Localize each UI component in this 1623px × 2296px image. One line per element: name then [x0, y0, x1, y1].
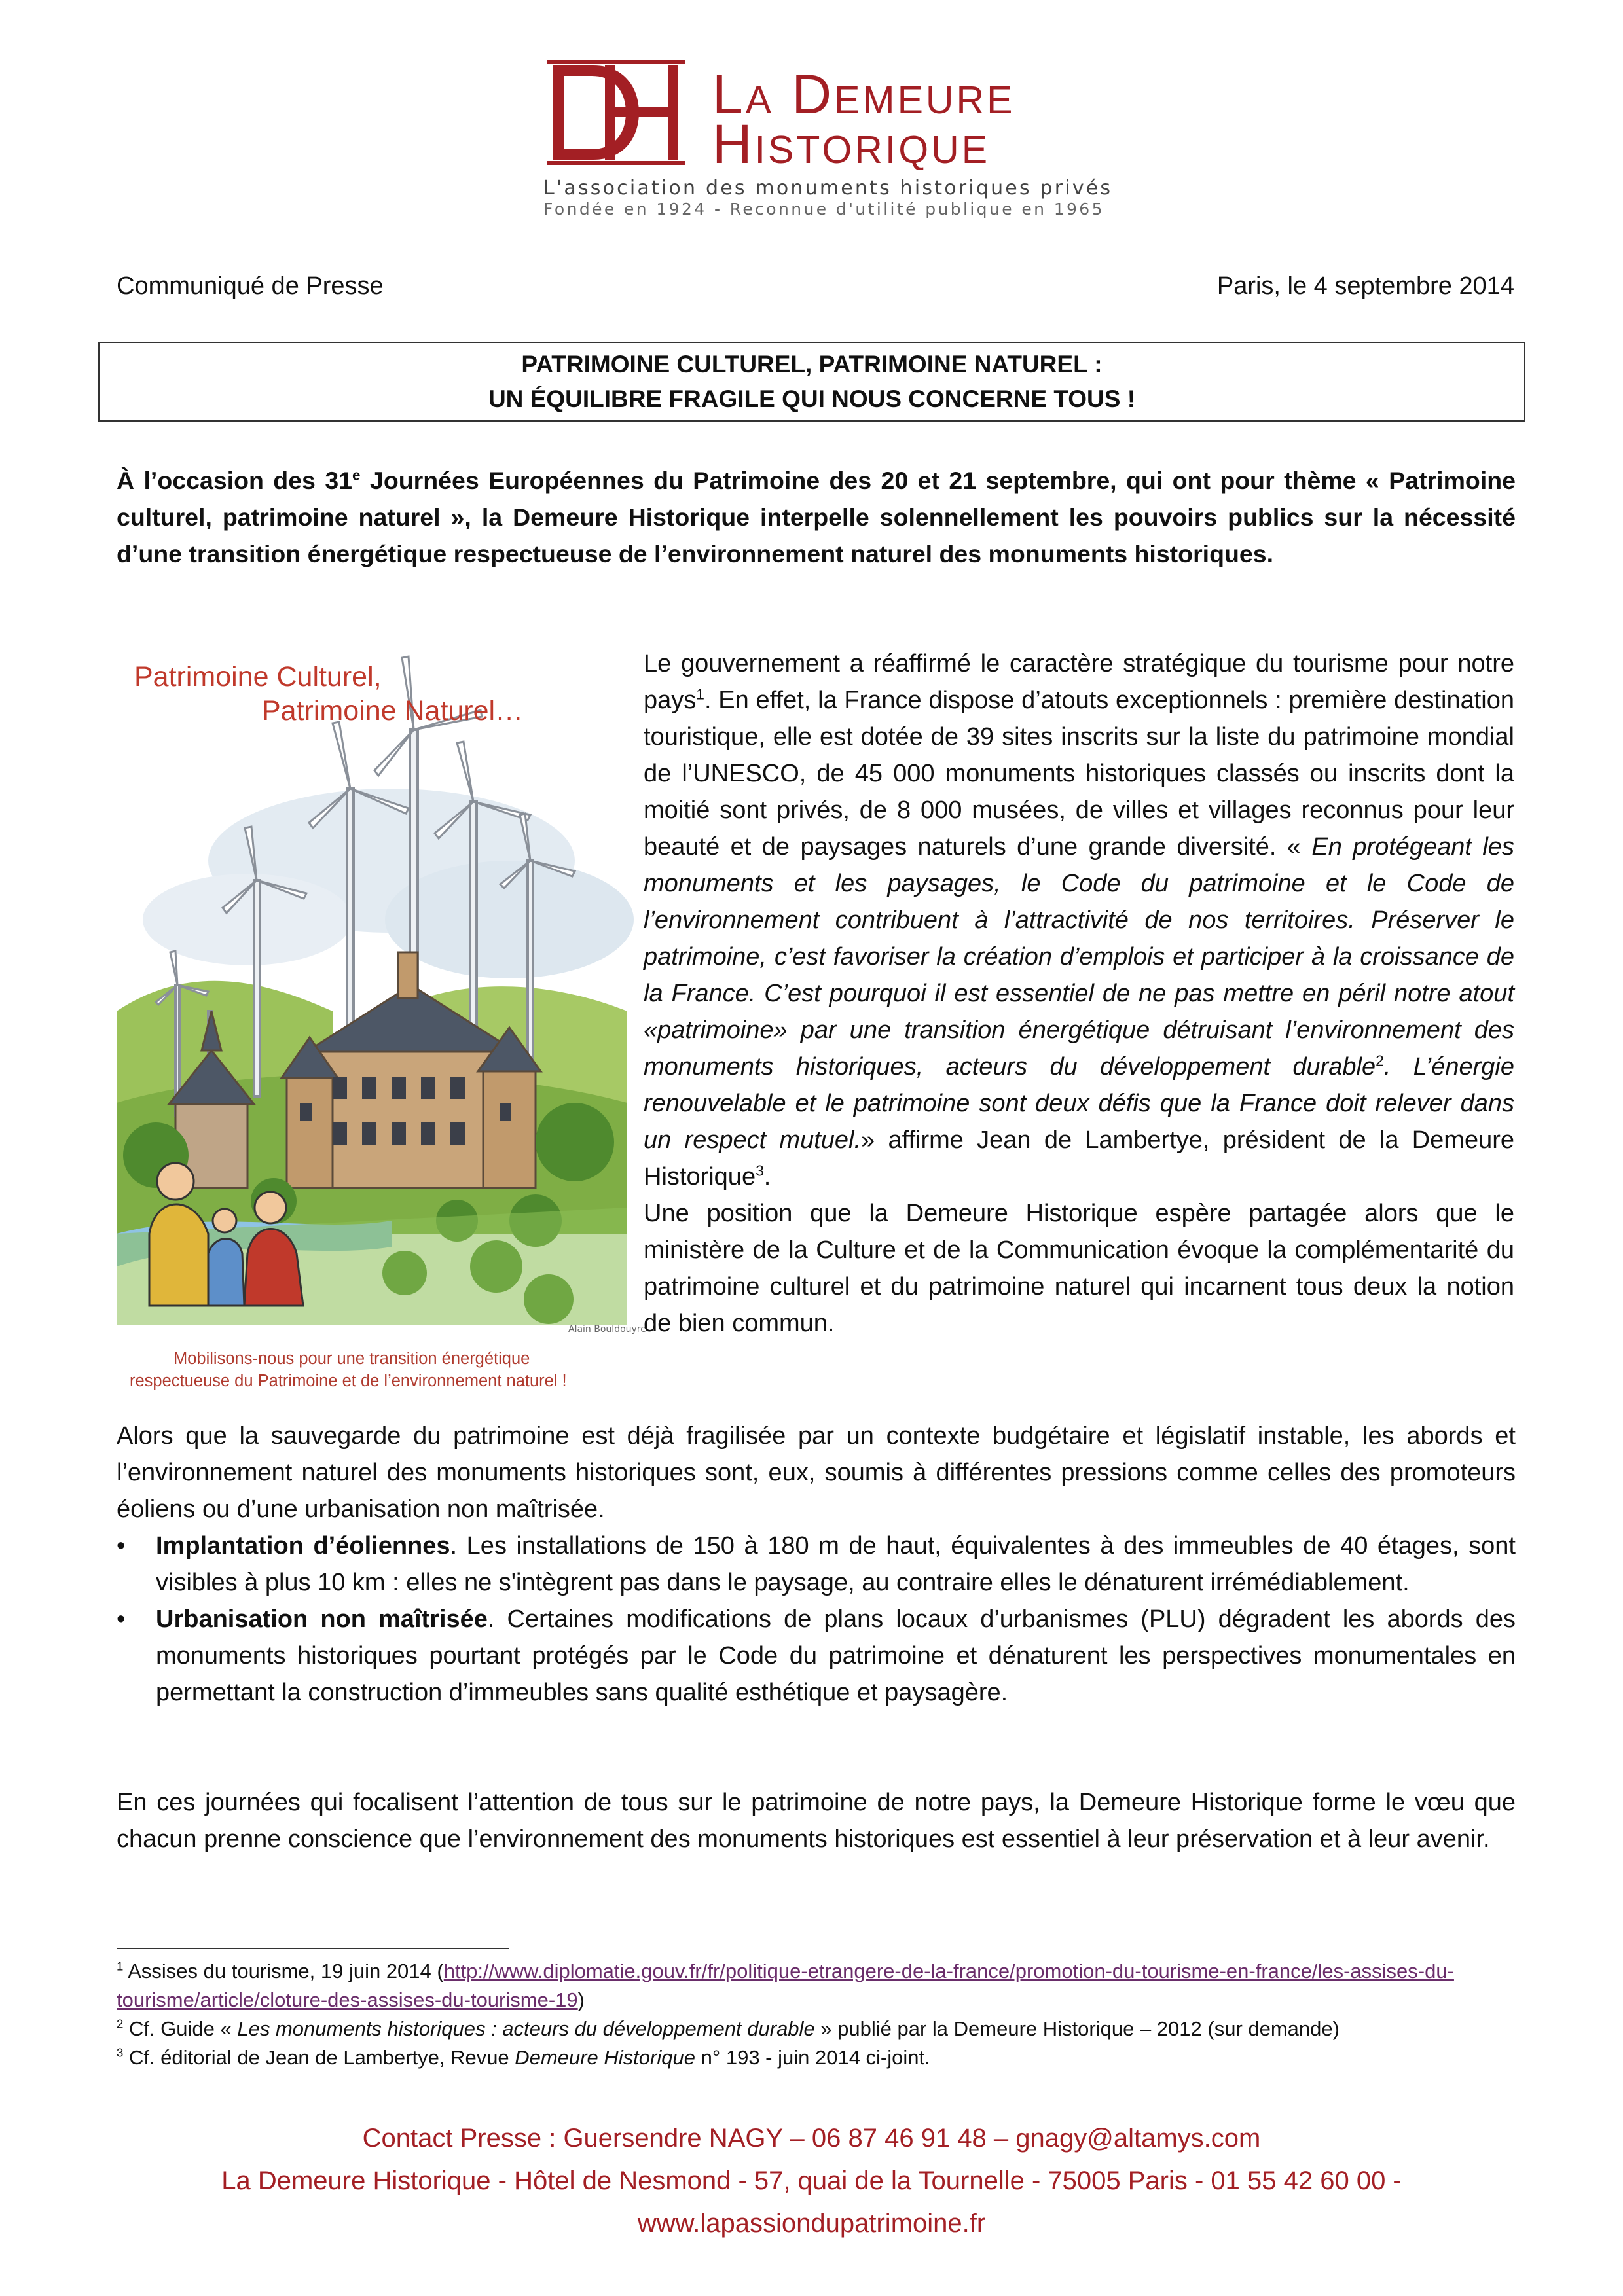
column-text: . [763, 1163, 771, 1191]
footnote-text: ) [577, 1988, 585, 2011]
column-paragraph-1 [644, 645, 1514, 1195]
press-contact: Contact Presse : Guersendre NAGY – 06 87 46 91 48 – gnagy@altamys.com [362, 2124, 1261, 2153]
column-text: Le gouvernement a réaffirmé le caractère stratégique du tourisme pour notre pays [644, 650, 1514, 714]
intro-paragraph [117, 462, 1516, 572]
document-type: Communiqué de Presse [117, 272, 384, 300]
intro-superscript: e [352, 467, 361, 484]
subtagline: Fondée en 1924 - Reconnue d'utilité publique en 1965 [543, 200, 1104, 219]
document-date: Paris, le 4 septembre 2014 [1216, 272, 1514, 300]
right-column-text [644, 645, 1514, 1342]
title-box [98, 342, 1525, 422]
organization-address: La Demeure Historique - Hôtel de Nesmond - 57, quai de la Tournelle - 75005 Paris - 01 55 42 60 00 - [221, 2166, 1402, 2195]
intro-text-2: Journées Européennes du Patrimoine des 20 et 21 septembre, qui ont pour thème « Patrimoine culturel, patrimoine naturel », la Demeure Historique interpelle solennellement les pouvoirs publics sur la nécessité d’une transition énergétique respectueuse de l’environnement naturel des monuments historiques. [117, 467, 1516, 567]
footnote-3 [117, 2043, 1516, 2072]
footnote-ref-3: 3 [756, 1162, 764, 1179]
title-line2: UN ÉQUILIBRE FRAGILE QUI NOUS CONCERNE TOUS ! [488, 386, 1136, 412]
column-text: » affirme Jean de Lambertye, président de la Demeure Historique [644, 1126, 1515, 1191]
footnote-number: 3 [117, 2045, 124, 2060]
body-paragraph-3: En ces journées qui focalisent l’attention de tous sur le patrimoine de notre pays, la Demeure Historique forme le vœu que chacun prenne conscience que l’environnement des monuments historiques est essentiel à leur préservation et à leur avenir. [117, 1789, 1516, 1853]
president-quote: . L’énergie renouvelable et le patrimoine sont deux défis que la France doit relever dans un respect mutuel. [644, 1053, 1514, 1154]
dh-monogram-logo [547, 60, 685, 165]
bullet-text: . Les installations de 150 à 180 m de haut, équivalentes à des immeubles de 40 étages, sont visibles à plus 10 km : elles ne s'intègrent pas dans le paysage, au contraire elles le dénaturent irrémédiablement. [156, 1532, 1516, 1596]
bullet-text: . Certaines modifications de plans locaux d’urbanismes (PLU) dégradent les abords des monuments historiques pourtant protégés par le Code du patrimoine et dénaturent les perspectives monumentales en permettant la construction d’immeubles sans qualité esthétique et paysagère. [156, 1605, 1516, 1706]
tagline: L'association des monuments historiques privés [543, 177, 1113, 200]
footnote-1 [117, 1957, 1516, 2015]
footnote-text: Assises du tourisme, 19 juin 2014 ( [123, 1960, 444, 1982]
illustration-signature: Alain Bouldouyre [568, 1324, 646, 1335]
body-paragraph-1: Alors que la sauvegarde du patrimoine est déjà fragilisée par un contexte budgétaire et législatif instable, les abords et l’environnement naturel des monuments historiques sont, eux, soumis à différentes pressions comme celles des promoteurs éoliens ou d’une urbanisation non maîtrisée. [117, 1422, 1516, 1523]
column-paragraph-2: Une position que la Demeure Historique espère partagée alors que le ministère de la Culture et de la Communication évoque la complémentarité du patrimoine culturel et du patrimoine naturel qui incarnent tous deux la notion de bien commun. [644, 1200, 1514, 1337]
title-line1: PATRIMOINE CULTUREL, PATRIMOINE NATUREL : [521, 351, 1103, 378]
bullet-heading: Urbanisation non maîtrisée [156, 1605, 488, 1633]
illustration-wind-turbines-castle [117, 645, 646, 1410]
website-link[interactable]: www.lapassiondupatrimoine.fr [637, 2209, 986, 2238]
illustration-caption-line1: Mobilisons-nous pour une transition énergétique [173, 1350, 530, 1368]
illustration-title-line2: Patrimoine Naturel… [262, 695, 524, 726]
footnote-number: 2 [117, 2017, 124, 2031]
bullet-icon: • [117, 1605, 126, 1633]
footnotes [117, 1957, 1516, 2072]
footnote-ref-2: 2 [1376, 1052, 1384, 1069]
president-quote: En protégeant les monuments et les paysages, le Code du patrimoine et le Code de l’environnement contribuent à l’attractivité de nos territoires. Préserver le patrimoine, c’est favoriser la création d’emplois et participer à la croissance de la France. C’est pourquoi il est essentiel de ne pas mettre en péril notre atout «patrimoine» par une transition énergétique détruisant l’environnement des monuments historiques, acteurs du développement durable [644, 833, 1514, 1081]
footnote-link[interactable]: http://www.diplomatie.gouv.fr/fr/politique-etrangere-de-la-france/promotion-du-tourisme-en-france/les-assises-du-tourisme/article/cloture-des-assises-du-tourisme-19 [117, 1960, 1454, 2011]
brand-name-line2: Historique [712, 113, 991, 175]
illustration-title-line1: Patrimoine Culturel, [134, 661, 382, 692]
intro-text-1: À l’occasion des 31 [117, 467, 353, 494]
footnote-text: » publié par la Demeure Historique – 2012 (sur demande) [814, 2017, 1340, 2040]
illustration-caption-line2: respectueuse du Patrimoine et de l’environnement naturel ! [130, 1372, 567, 1390]
footnote-2 [117, 2015, 1516, 2043]
footnote-text: Cf. Guide « [123, 2017, 238, 2040]
footnote-number: 1 [117, 1959, 124, 1973]
footnote-italic: Les monuments historiques : acteurs du développement durable [237, 2017, 815, 2040]
footnote-text: n° 193 - juin 2014 ci-joint. [695, 2046, 930, 2069]
bullet-list [117, 1528, 1516, 1711]
bullet-icon: • [117, 1532, 126, 1560]
footnote-text: Cf. éditorial de Jean de Lambertye, Revue [123, 2046, 515, 2069]
list-item [117, 1528, 1516, 1601]
footnote-ref-1: 1 [696, 685, 704, 703]
column-text: . En effet, la France dispose d’atouts exceptionnels : première destination touristique, elle est dotée de 39 sites inscrits sur la liste du patrimoine mondial de l’UNESCO, de 45 000 monuments historiques classés ou inscrits dont la moitié sont privés, de 8 000 musées, de villes et villages reconnus pour leur beauté et de paysages naturels d’une grande diversité. « [644, 687, 1514, 861]
brand-name-line1: La Demeure [712, 63, 1015, 125]
footnote-divider [117, 1948, 509, 1949]
bullet-heading: Implantation d’éoliennes [156, 1532, 450, 1560]
list-item [117, 1601, 1516, 1711]
footnote-italic: Demeure Historique [515, 2046, 695, 2069]
